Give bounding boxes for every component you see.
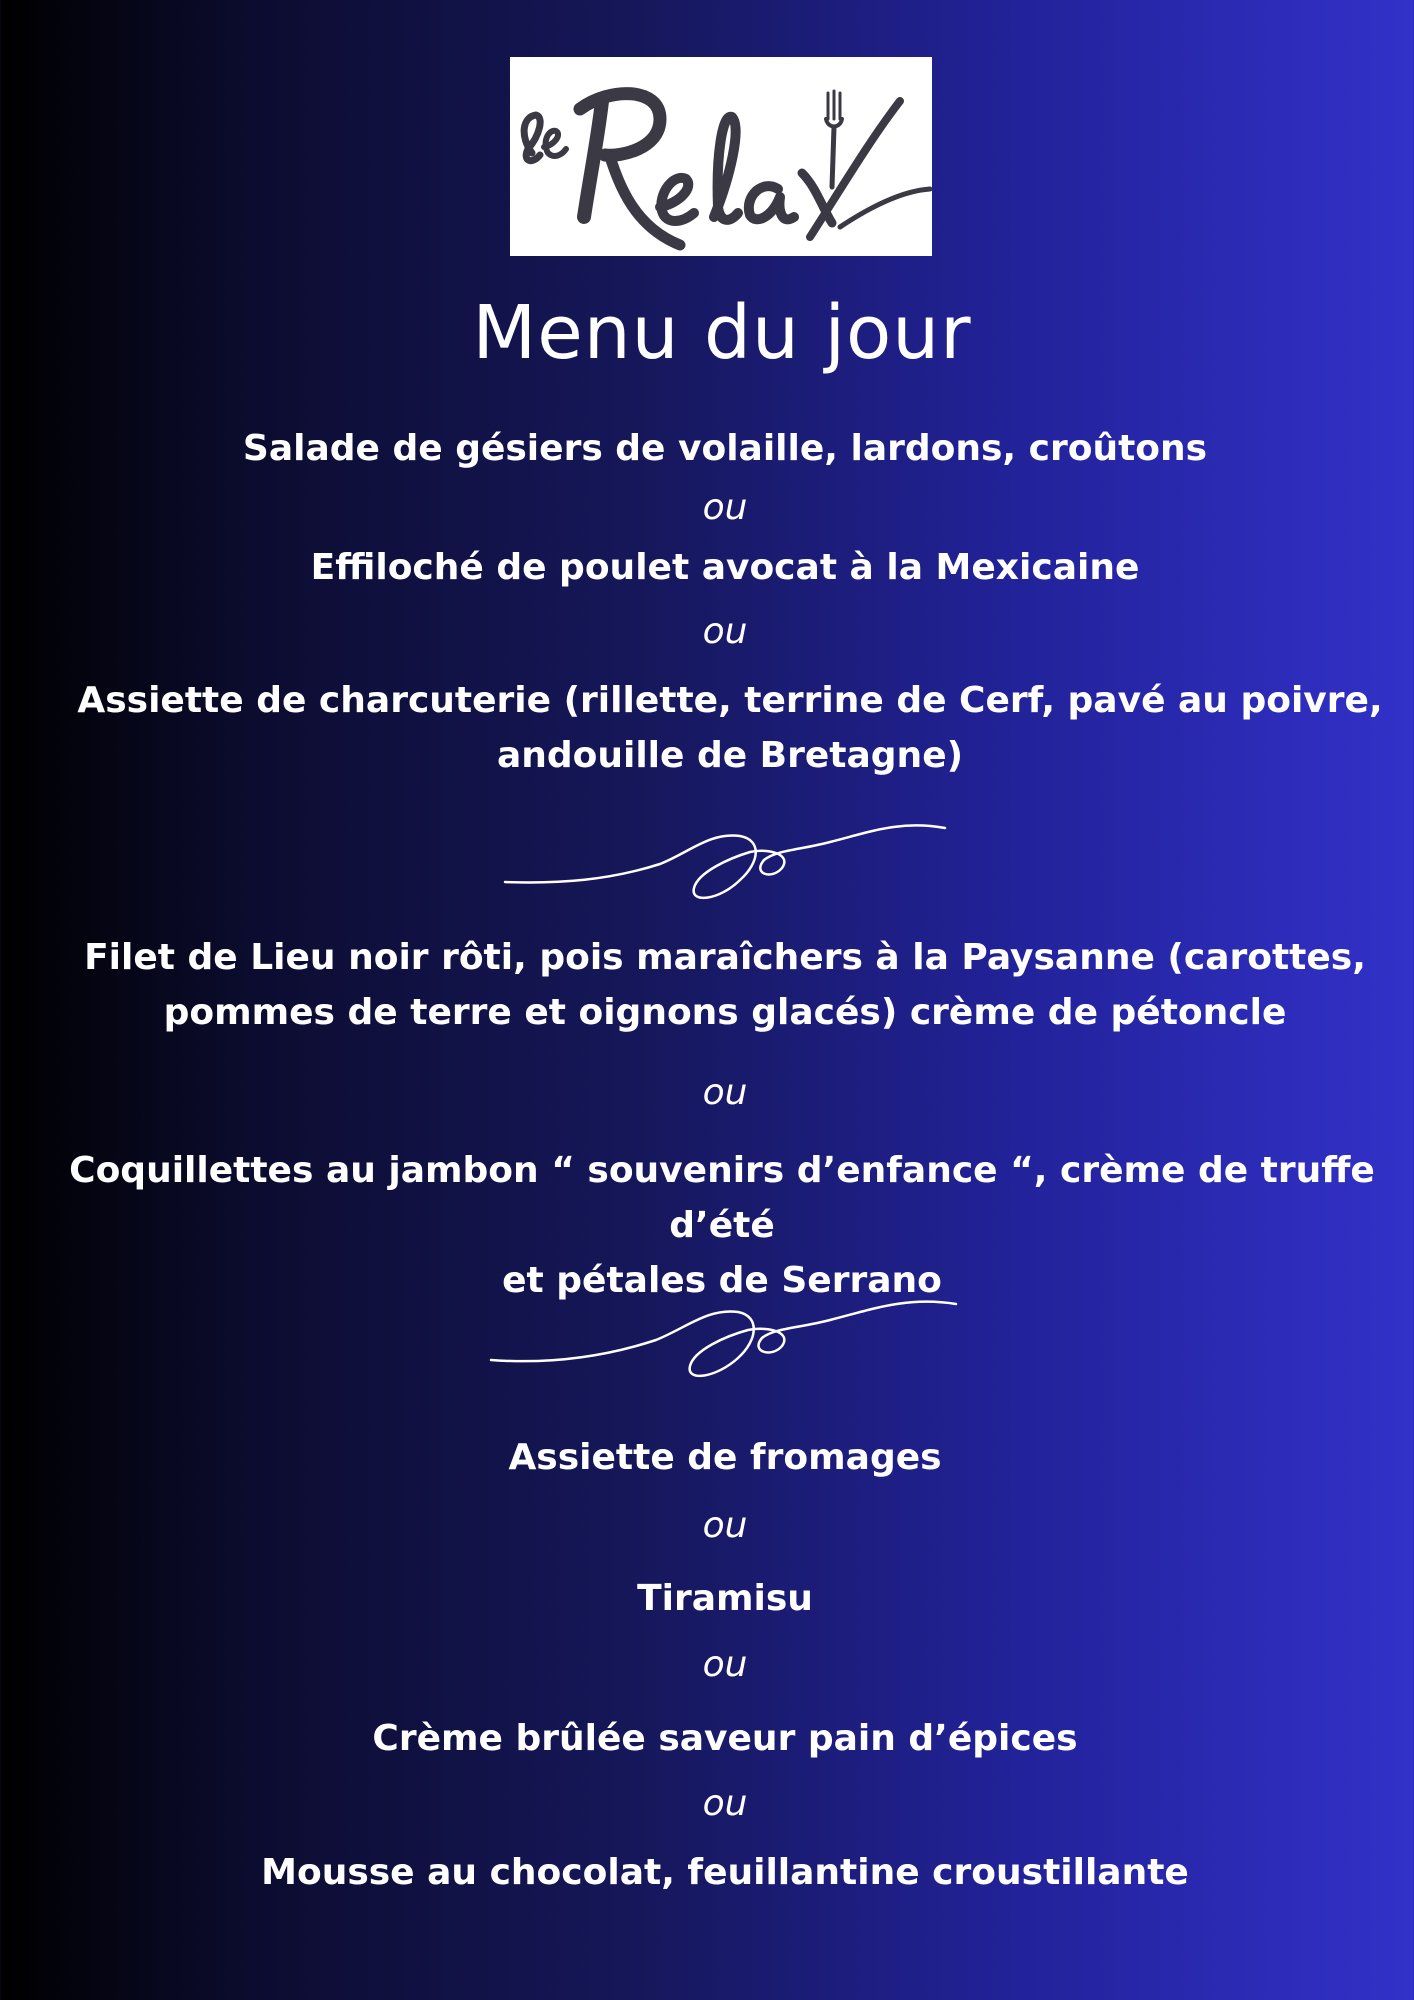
plat-1-line-2: pommes de terre et oignons glacés) crème de pétoncle <box>163 992 1287 1033</box>
separator-ou: ou <box>702 1505 748 1546</box>
separator-ou: ou <box>702 611 748 652</box>
dessert-4: Mousse au chocolat, feuillantine croustillante <box>261 1852 1189 1893</box>
decorative-swirl-divider <box>500 822 950 912</box>
separator-ou: ou <box>702 487 748 528</box>
entree-3-line-1: Assiette de charcuterie (rillette, terrine de Cerf, pavé au poivre, <box>77 680 1383 721</box>
separator-ou: ou <box>702 1783 748 1824</box>
dessert-2: Tiramisu <box>637 1578 813 1619</box>
entree-1: Salade de gésiers de volaille, lardons, croûtons <box>242 428 1208 469</box>
restaurant-logo <box>510 57 932 256</box>
entree-3 <box>10 673 1414 783</box>
separator-ou: ou <box>702 1644 748 1685</box>
plat-2-line-1: Coquillettes au jambon “ souvenirs d’enfance “, crème de truffe d’été <box>69 1150 1375 1246</box>
plat-1-line-1: Filet de Lieu noir rôti, pois maraîchers à la Paysanne (carottes, <box>84 937 1366 978</box>
plat-2-line-2: et pétales de Serrano <box>502 1260 942 1301</box>
menu-title: Menu du jour <box>472 290 972 376</box>
decorative-swirl-divider <box>486 1298 962 1390</box>
entree-2: Effiloché de poulet avocat à la Mexicaine <box>310 547 1140 588</box>
le-relax-logo-image <box>510 57 932 256</box>
plat-1 <box>0 930 1414 1040</box>
plat-2 <box>22 1143 1414 1308</box>
separator-ou: ou <box>702 1072 748 1113</box>
entree-3-line-2: andouille de Bretagne) <box>496 735 964 776</box>
dessert-3: Crème brûlée saveur pain d’épices <box>372 1718 1078 1759</box>
dessert-1: Assiette de fromages <box>508 1437 942 1478</box>
fork-icon <box>826 91 842 187</box>
